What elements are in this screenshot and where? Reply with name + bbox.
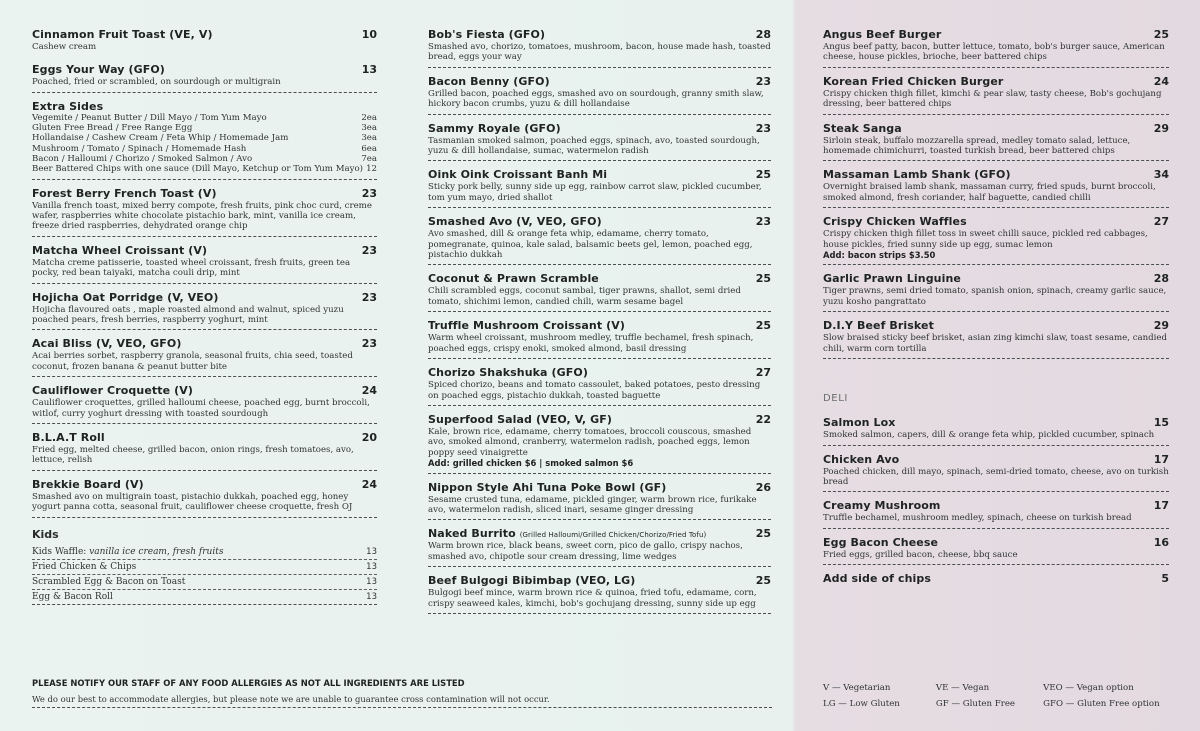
item-price: 22	[755, 412, 771, 426]
item-price: 25	[1153, 28, 1169, 41]
deli-item	[823, 453, 1169, 493]
menu-item	[428, 413, 771, 474]
menu-item	[428, 122, 771, 162]
item-name: Nippon Style Ahi Tuna Poke Bowl (GF)	[428, 480, 667, 494]
menu-item	[32, 431, 377, 471]
item-price: 25	[755, 527, 771, 541]
item-price: 10	[361, 28, 377, 41]
legend-entry: LG — Low Gluten	[823, 699, 900, 709]
item-name: Coconut & Prawn Scramble	[428, 272, 599, 286]
kids-row: Kids Waffle: vanilla ice cream, fresh fruits 13	[32, 545, 377, 560]
item-description: Grilled bacon, poached eggs, smashed avo on sourdough, granny smith slaw, hickory bacon crumbs, yuzu & dill hollandaise	[428, 88, 764, 110]
item-price: 25	[755, 574, 771, 588]
extra-side-row: Vegemite / Peanut Butter / Dill Mayo / Tom Yum Mayo 2ea	[32, 112, 377, 123]
kids-title: Kids	[32, 527, 59, 541]
item-price: 29	[1153, 319, 1169, 333]
dietary-legend	[823, 680, 1173, 712]
item-name: Add side of chips	[823, 572, 931, 586]
kids-section	[32, 545, 377, 605]
menu-item	[823, 215, 1169, 265]
menu-item	[428, 366, 771, 406]
item-name: Garlic Prawn Linguine	[823, 272, 961, 286]
menu-item	[823, 319, 1169, 359]
item-addon: Add: grilled chicken $6 | smoked salmon $6	[428, 458, 634, 469]
menu-item	[32, 478, 377, 518]
extra-side-row: Beer Battered Chips with one sauce (Dill Mayo, Ketchup or Tom Yum Mayo) 12	[32, 164, 377, 175]
kids-row: Egg & Bacon Roll 13	[32, 590, 377, 605]
item-description: Acai berries sorbet, raspberry granola, seasonal fruits, chia seed, toasted coconut, frozen banana & peanut butter bite	[32, 351, 353, 372]
item-description: Smoked salmon, capers, dill & orange feta whip, pickled cucumber, spinach	[823, 430, 1155, 441]
item-description: Bulgogi beef mince, warm brown rice & quinoa, fried tofu, edamame, corn, crispy seaweed kales, kimchi, bob's gochujang dressing, sunny side up egg	[428, 588, 757, 609]
item-name: Chorizo Shakshuka (GFO)	[428, 366, 588, 380]
item-price: 25	[755, 272, 771, 286]
item-name: Forest Berry French Toast (V)	[32, 186, 217, 200]
item-price: 26	[755, 480, 771, 494]
item-name: Eggs Your Way (GFO)	[32, 63, 165, 77]
item-price: 23	[755, 121, 771, 135]
item-price: 29	[1153, 121, 1169, 135]
item-name: Steak Sanga	[823, 121, 902, 135]
item-description: Crispy chicken thigh fillet toss in sweet chilli sauce, pickled red cabbages, house pickles, fried sunny side up egg, sumac lemon	[823, 229, 1148, 250]
item-price: 23	[361, 337, 377, 351]
deli-item	[823, 536, 1169, 565]
item-description: Fried eggs, grilled bacon, cheese, bbq sauce	[823, 549, 1018, 560]
item-description: Matcha creme patisserie, toasted wheel croissant, fresh fruits, green tea pocky, red bean taiyaki, matcha couli drip, mint	[32, 257, 351, 279]
menu-column-3	[823, 28, 1169, 596]
legend-entry: GF — Gluten Free	[935, 699, 1015, 709]
menu-item	[32, 337, 377, 377]
menu-item	[428, 527, 771, 567]
item-description: Hojicha flavoured oats , maple roasted almond and walnut, spiced yuzu poached pears, fresh berries, raspberry yoghurt, mint	[32, 304, 344, 326]
item-price: 13	[361, 63, 377, 77]
item-price: 5	[1161, 572, 1169, 586]
item-name: Truffle Mushroom Croissant (V)	[428, 319, 625, 333]
legend-entry: GFO — Gluten Free option	[1043, 699, 1160, 709]
item-name: Egg Bacon Cheese	[823, 535, 939, 549]
item-description: Overnight braised lamb shank, massaman curry, fried spuds, burnt broccoli, smoked almond, fresh coriander, half baguette, candied chilli	[823, 182, 1156, 203]
menu-column-2	[428, 28, 771, 621]
deli-heading: DELI	[823, 393, 848, 405]
extra-side-row: Hollandaise / Cashew Cream / Feta Whip / Homemade Jam 3ea	[32, 133, 377, 144]
item-price: 28	[755, 28, 771, 41]
menu-item	[32, 384, 377, 424]
menu-item	[32, 63, 377, 92]
menu-item	[428, 75, 771, 115]
item-description: Cauliflower croquettes, grilled halloumi cheese, poached egg, burnt broccoli, witlof, curry yoghurt dressing with toasted sourdough	[32, 398, 370, 419]
item-description: Warm brown rice, black beans, sweet corn, pico de gallo, crispy nachos, smashed avo, chipotle sour cream dressing, lime wedges	[428, 541, 743, 562]
item-description: Smashed avo on multigrain toast, pistachio dukkah, poached egg, honey yogurt panna cotta, seasonal fruit, cauliflower cheese croquette, fresh OJ	[32, 491, 353, 513]
deli-item	[823, 572, 1169, 589]
legend-entry: V — Vegetarian	[823, 683, 891, 693]
item-name: Creamy Mushroom	[823, 499, 941, 513]
item-name: Beef Bulgogi Bibimbap (VEO, LG)	[428, 574, 636, 588]
menu-item	[32, 187, 377, 237]
deli-item	[823, 416, 1169, 445]
item-price: 15	[1153, 416, 1169, 430]
item-name: Brekkie Board (V)	[32, 477, 144, 491]
item-name: Matcha Wheel Croissant (V)	[32, 243, 208, 257]
item-description: Smashed avo, chorizo, tomatoes, mushroom, bacon, house made hash, toasted bread, eggs your way	[428, 42, 771, 63]
kids-row: Scrambled Egg & Bacon on Toast 13	[32, 575, 377, 590]
menu-item	[428, 215, 771, 265]
item-name: Salmon Lox	[823, 416, 896, 430]
legend-row	[823, 680, 1173, 696]
item-description: Tiger prawns, semi dried tomato, spanish onion, spinach, creamy garlic sauce, yuzu kosho pangrattato	[823, 286, 1167, 307]
item-description: Avo smashed, dill & orange feta whip, edamame, cherry tomato, pomegranate, quinoa, kale salad, balsamic beets gel, lemon, poached egg, pistachio dukkah	[428, 229, 753, 261]
extra-side-row: Mushroom / Tomato / Spinach / Homemade Hash 6ea	[32, 143, 377, 154]
allergy-notice-text: We do our best to accommodate allergies, but please note we are unable to guarantee cross contamination will not occur.	[32, 694, 772, 708]
legend-row	[823, 696, 1173, 712]
menu-item	[428, 28, 771, 68]
item-description: Poached chicken, dill mayo, spinach, semi-dried tomato, cheese, avo on turkish bread	[823, 466, 1169, 487]
menu-item	[428, 574, 771, 614]
menu-item	[428, 168, 771, 208]
item-name: Cinnamon Fruit Toast (VE, V)	[32, 28, 213, 41]
extra-side-row: Gluten Free Bread / Free Range Egg 3ea	[32, 123, 377, 134]
item-addon: Add: bacon strips $3.50	[823, 250, 936, 261]
item-price: 23	[361, 186, 377, 200]
item-name: Bob's Fiesta (GFO)	[428, 28, 546, 41]
item-price: 27	[755, 366, 771, 380]
menu-item	[428, 272, 771, 312]
menu-item	[32, 291, 377, 331]
item-name: Naked Burrito (Grilled Halloumi/Grilled Chicken/Chorizo/Fried Tofu)	[428, 527, 707, 541]
menu-item	[428, 319, 771, 359]
item-description: Fried egg, melted cheese, grilled bacon, onion rings, fresh tomatoes, avo, lettuce, relish	[32, 445, 354, 466]
item-price: 23	[361, 290, 377, 304]
item-name: Massaman Lamb Shank (GFO)	[823, 168, 1011, 182]
item-price: 25	[755, 319, 771, 333]
menu-item	[428, 481, 771, 521]
item-description: Crispy chicken thigh fillet, kimchi & pear slaw, tasty cheese, Bob's gochujang dressing, beer battered chips	[823, 88, 1162, 110]
item-name: Cauliflower Croquette (V)	[32, 384, 193, 398]
item-price: 25	[755, 168, 771, 182]
item-price: 24	[361, 384, 377, 398]
item-description: Sesame crusted tuna, edamame, pickled ginger, warm brown rice, furikake avo, watermelon radish, sliced inari, sesame ginger dressing	[428, 494, 757, 515]
item-name-options: (Grilled Halloumi/Grilled Chicken/Chorizo/Fried Tofu)	[519, 531, 707, 540]
item-price: 24	[1153, 74, 1169, 88]
item-name: Acai Bliss (V, VEO, GFO)	[32, 337, 182, 351]
item-price: 17	[1153, 452, 1169, 466]
item-description: Chili scrambled eggs, coconut sambal, tiger prawns, shallot, semi dried tomato, shichimi lemon, candied chili, warm sesame bagel	[428, 286, 741, 307]
item-price: 23	[361, 243, 377, 257]
allergy-notice-heading: PLEASE NOTIFY OUR STAFF OF ANY FOOD ALLERGIES AS NOT ALL INGREDIENTS ARE LISTED	[32, 678, 465, 688]
item-price: 20	[361, 431, 377, 445]
item-description: Poached, fried or scrambled, on sourdough or multigrain	[32, 77, 281, 88]
item-name: D.I.Y Beef Brisket	[823, 319, 934, 333]
menu-item	[32, 28, 377, 56]
item-name: Bacon Benny (GFO)	[428, 74, 550, 88]
menu-item	[32, 244, 377, 284]
item-name: B.L.A.T Roll	[32, 431, 105, 445]
item-description: Cashew cream	[32, 42, 97, 52]
item-description: Tasmanian smoked salmon, poached eggs, spinach, avo, toasted sourdough, yuzu & dill hollandaise, sumac, watermelon radish	[428, 135, 760, 157]
item-price: 34	[1153, 168, 1169, 182]
item-description: Slow braised sticky beef brisket, asian zing kimchi slaw, toast sesame, candied chili, warm corn tortilla	[823, 333, 1168, 354]
item-description: Spiced chorizo, beans and tomato cassoulet, baked potatoes, pesto dressing on poached eggs, pistachio dukkah, toasted baguette	[428, 380, 761, 401]
item-price: 24	[361, 477, 377, 491]
item-name: Korean Fried Chicken Burger	[823, 74, 1004, 88]
item-price: 16	[1153, 535, 1169, 549]
extra-sides-title: Extra Sides	[32, 99, 104, 113]
item-name: Angus Beef Burger	[823, 28, 942, 41]
menu-column-1	[32, 28, 377, 605]
item-name: Sammy Royale (GFO)	[428, 121, 561, 135]
kids-row: Fried Chicken & Chips 13	[32, 560, 377, 575]
legend-entry: VE — Vegan	[935, 683, 990, 693]
item-description: Vanilla french toast, mixed berry compote, fresh fruits, pink choc curd, creme wafer, raspberries white chocolate pistachio bark, mint, vanilla ice cream, freeze dried raspberries, dehydrated orange chip	[32, 200, 372, 232]
menu-item	[823, 75, 1169, 115]
menu-item	[823, 168, 1169, 208]
menu-item	[823, 272, 1169, 312]
item-name: Hojicha Oat Porridge (V, VEO)	[32, 290, 219, 304]
item-description: Warm wheel croissant, mushroom medley, truffle bechamel, fresh spinach, poached eggs, crispy enoki, smoked almond, basil dressing	[428, 333, 754, 354]
item-description: Angus beef patty, bacon, butter lettuce, tomato, bob's burger sauce, American cheese, house pickles, brioche, beer battered chips	[823, 42, 1165, 63]
extra-side-row: Bacon / Halloumi / Chorizo / Smoked Salmon / Avo 7ea	[32, 154, 377, 164]
item-name: Superfood Salad (VEO, V, GF)	[428, 412, 613, 426]
item-description: Sticky pork belly, sunny side up egg, rainbow carrot slaw, pickled cucumber, tom yum mayo, dried shallot	[428, 182, 762, 203]
item-price: 28	[1153, 272, 1169, 286]
item-name: Crispy Chicken Waffles	[823, 215, 967, 229]
item-price: 27	[1153, 215, 1169, 229]
menu-item	[823, 28, 1169, 68]
item-name: Smashed Avo (V, VEO, GFO)	[428, 215, 602, 229]
item-price: 17	[1153, 499, 1169, 513]
item-description: Sirloin steak, buffalo mozzarella spread, medley tomato salad, lettuce, homemade chimichurri, toasted turkish bread, beer battered chips	[823, 135, 1131, 157]
allergy-notice	[32, 678, 772, 708]
item-description: Kale, brown rice, edamame, cherry tomatoes, broccoli couscous, smashed avo, smoked almond, cranberry, watermelon radish, poached eggs, lemon poppy seed vinaigrette	[428, 426, 752, 458]
item-name: Oink Oink Croissant Banh Mi	[428, 168, 608, 182]
item-price: 23	[755, 74, 771, 88]
item-price: 23	[755, 215, 771, 229]
deli-item	[823, 499, 1169, 528]
item-name: Chicken Avo	[823, 452, 900, 466]
item-description: Truffle bechamel, mushroom medley, spinach, cheese on turkish bread	[823, 513, 1132, 524]
extra-sides-section	[32, 100, 377, 180]
menu-item	[823, 122, 1169, 162]
legend-entry: VEO — Vegan option	[1043, 683, 1134, 693]
